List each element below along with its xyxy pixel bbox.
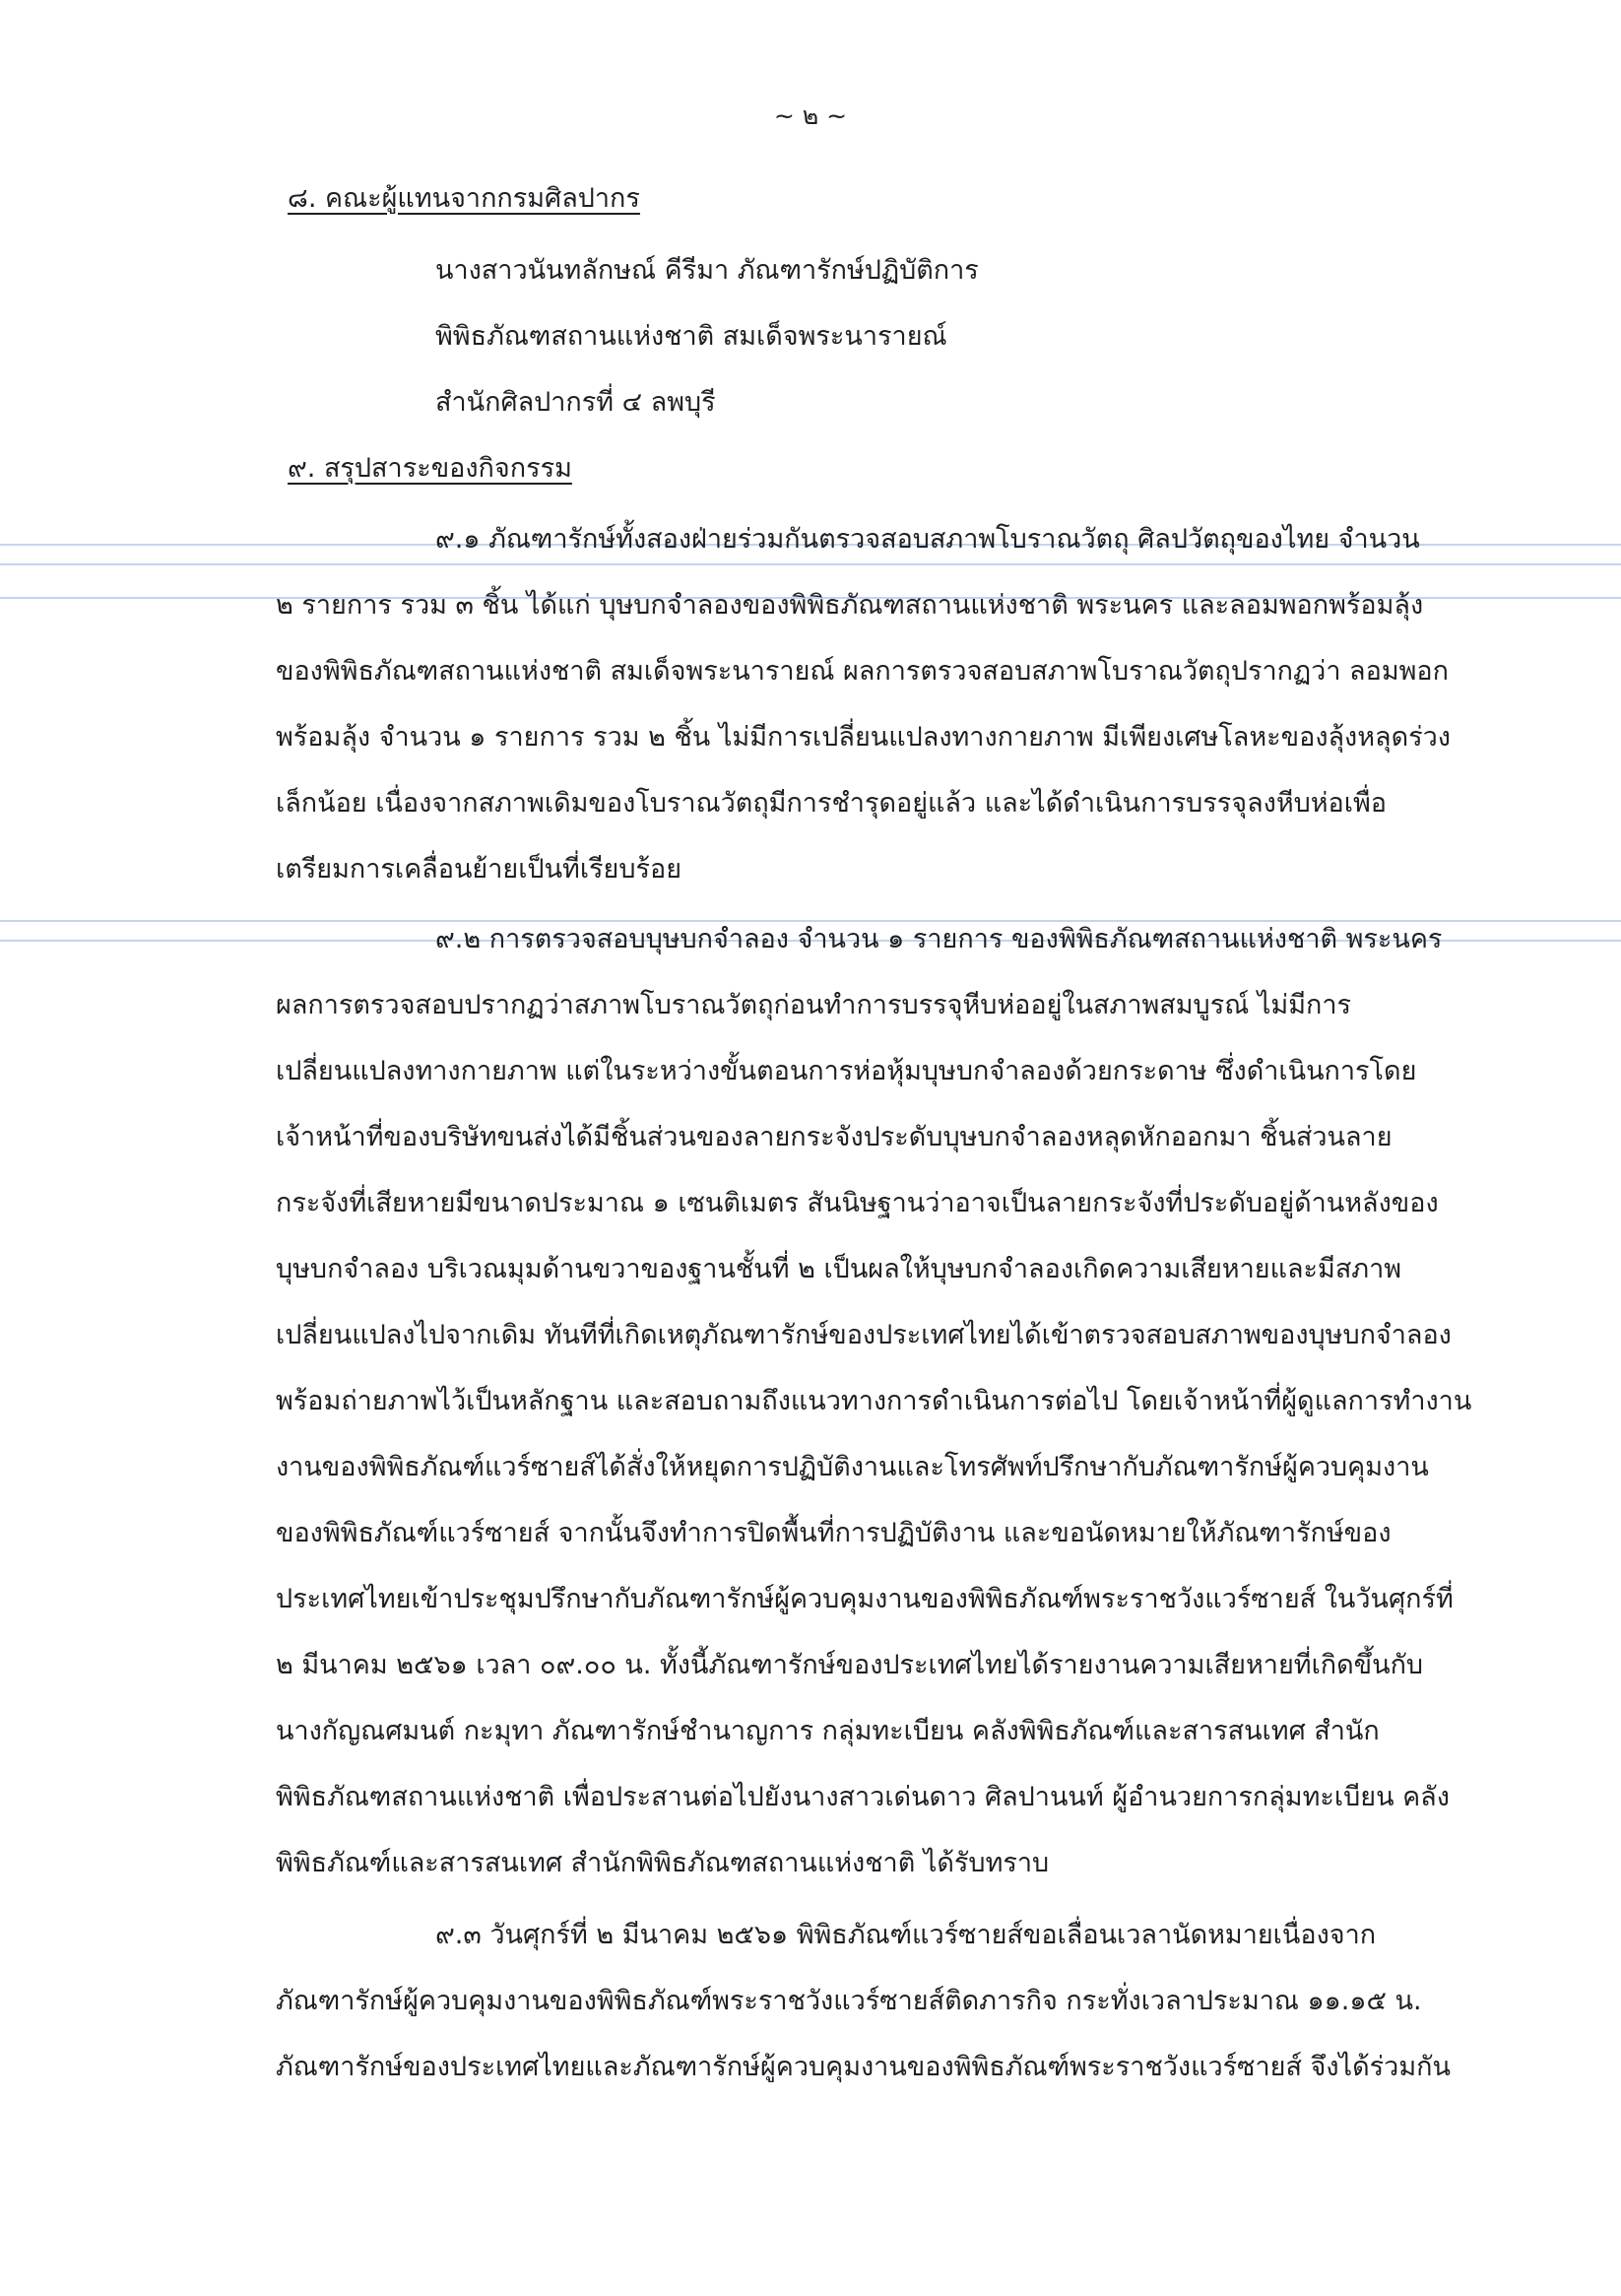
scan-artifact-line bbox=[0, 563, 1621, 565]
paragraph-9-2-line: เปลี่ยนแปลงทางกายภาพ แต่ในระหว่างขั้นตอนการห่อหุ้มบุษบกจำลองด้วยกระดาษ ซึ่งดำเนินการโดย bbox=[276, 1056, 1417, 1086]
paragraph-9-2-line: บุษบกจำลอง บริเวณมุมด้านขวาของฐานชั้นที่ ๒ เป็นผลให้บุษบกจำลองเกิดความเสียหายและมีสภาพ bbox=[276, 1254, 1402, 1284]
paragraph-9-2-line: ๒ มีนาคม ๒๕๖๑ เวลา ๐๙.๐๐ น. ทั้งนี้ภัณฑารักษ์ของประเทศไทยได้รายงานความเสียหายที่เกิดขึ้นกับ bbox=[276, 1650, 1424, 1680]
paragraph-9-2-line: เจ้าหน้าที่ของบริษัทขนส่งได้มีชิ้นส่วนของลายกระจังประดับบุษบกจำลองหลุดหักออกมา ชิ้นส่วนลาย bbox=[276, 1122, 1393, 1152]
paragraph-9-2-line: ของพิพิธภัณฑ์แวร์ซายส์ จากนั้นจึงทำการปิดพื้นที่การปฏิบัติงาน และขอนัดหมายให้ภัณฑารักษ์ของ bbox=[276, 1518, 1392, 1548]
paragraph-9-2-line: ผลการตรวจสอบปรากฏว่าสภาพโบราณวัตถุก่อนทำการบรรจุหีบห่ออยู่ในสภาพสมบูรณ์ ไม่มีการ bbox=[276, 990, 1352, 1020]
paragraph-9-2-line: ประเทศไทยเข้าประชุมปรึกษากับภัณฑารักษ์ผู้ควบคุมงานของพิพิธภัณฑ์พระราชวังแวร์ซายส์ ในวันศุกร์ที่ bbox=[276, 1584, 1454, 1614]
paragraph-9-1-line: เตรียมการเคลื่อนย้ายเป็นที่เรียบร้อย bbox=[276, 854, 682, 885]
paragraph-9-2-line: พิพิธภัณฑ์และสารสนเทศ สำนักพิพิธภัณฑสถานแห่งชาติ ได้รับทราบ bbox=[276, 1848, 1050, 1878]
section-8-heading: ๘. คณะผู้แทนจากกรมศิลปากร bbox=[288, 183, 640, 214]
paragraph-9-2-line: นางกัญณศมนต์ กะมุทา ภัณฑารักษ์ชำนาญการ กลุ่มทะเบียน คลังพิพิธภัณฑ์และสารสนเทศ สำนัก bbox=[276, 1716, 1380, 1746]
paragraph-9-1-line: เล็กน้อย เนื่องจากสภาพเดิมของโบราณวัตถุมีการชำรุดอยู่แล้ว และได้ดำเนินการบรรจุลงหีบห่อเพื่อ bbox=[276, 788, 1388, 819]
section-8-line: นางสาวนันทลักษณ์ คีรีมา ภัณฑารักษ์ปฏิบัติการ bbox=[435, 255, 979, 286]
paragraph-9-2-line: กระจังที่เสียหายมีขนาดประมาณ ๑ เซนติเมตร สันนิษฐานว่าอาจเป็นลายกระจังที่ประดับอยู่ด้านหลังของ bbox=[276, 1188, 1439, 1218]
section-8-line: พิพิธภัณฑสถานแห่งชาติ สมเด็จพระนารายณ์ bbox=[435, 321, 947, 352]
paragraph-9-1-line: ๒ รายการ รวม ๓ ชิ้น ได้แก่ บุษบกจำลองของพิพิธภัณฑสถานแห่งชาติ พระนคร และลอมพอกพร้อมลุ้ง bbox=[276, 590, 1424, 621]
paragraph-9-3-line: ภัณฑารักษ์ผู้ควบคุมงานของพิพิธภัณฑ์พระราชวังแวร์ซายส์ติดภารกิจ กระทั่งเวลาประมาณ ๑๑.๑๕ น. bbox=[276, 1986, 1422, 2016]
paragraph-9-1-line: ๙.๑ ภัณฑารักษ์ทั้งสองฝ่ายร่วมกันตรวจสอบสภาพโบราณวัตถุ ศิลปวัตถุของไทย จำนวน bbox=[435, 524, 1420, 555]
paragraph-9-2-line: งานของพิพิธภัณฑ์แวร์ซายส์ได้สั่งให้หยุดการปฏิบัติงานและโทรศัพท์ปรึกษากับภัณฑารักษ์ผู้ควบคุมงาน bbox=[276, 1452, 1429, 1482]
section-9-heading: ๙. สรุปสาระของกิจกรรม bbox=[288, 453, 572, 484]
paragraph-9-2-line: ๙.๒ การตรวจสอบบุษบกจำลอง จำนวน ๑ รายการ ของพิพิธภัณฑสถานแห่งชาติ พระนคร bbox=[435, 924, 1443, 954]
paragraph-9-3-line: ๙.๓ วันศุกร์ที่ ๒ มีนาคม ๒๕๖๑ พิพิธภัณฑ์แวร์ซายส์ขอเลื่อนเวลานัดหมายเนื่องจาก bbox=[435, 1920, 1377, 1950]
paragraph-9-2-line: พิพิธภัณฑสถานแห่งชาติ เพื่อประสานต่อไปยังนางสาวเด่นดาว ศิลปานนท์ ผู้อำนวยการกลุ่มทะเบียน คลัง bbox=[276, 1782, 1450, 1812]
paragraph-9-3-line: ภัณฑารักษ์ของประเทศไทยและภัณฑารักษ์ผู้ควบคุมงานของพิพิธภัณฑ์พระราชวังแวร์ซายส์ จึงได้ร่วมกัน bbox=[276, 2052, 1451, 2082]
paragraph-9-1-line: ของพิพิธภัณฑสถานแห่งชาติ สมเด็จพระนารายณ์ ผลการตรวจสอบสภาพโบราณวัตถุปรากฏว่า ลอมพอก bbox=[276, 656, 1449, 687]
paragraph-9-2-line: พร้อมถ่ายภาพไว้เป็นหลักฐาน และสอบถามถึงแนวทางการดำเนินการต่อไป โดยเจ้าหน้าที่ผู้ดูแลการทำงาน bbox=[276, 1386, 1472, 1416]
paragraph-9-1-line: พร้อมลุ้ง จำนวน ๑ รายการ รวม ๒ ชิ้น ไม่มีการเปลี่ยนแปลงทางกายภาพ มีเพียงเศษโลหะของลุ้งหลุดร่วง bbox=[276, 722, 1451, 753]
paragraph-9-2-line: เปลี่ยนแปลงไปจากเดิม ทันทีที่เกิดเหตุภัณฑารักษ์ของประเทศไทยได้เข้าตรวจสอบสภาพของบุษบกจำลอง bbox=[276, 1320, 1452, 1350]
page-number: ~ ๒ ~ bbox=[773, 101, 848, 130]
section-8-line: สำนักศิลปากรที่ ๔ ลพบุรี bbox=[435, 387, 716, 418]
